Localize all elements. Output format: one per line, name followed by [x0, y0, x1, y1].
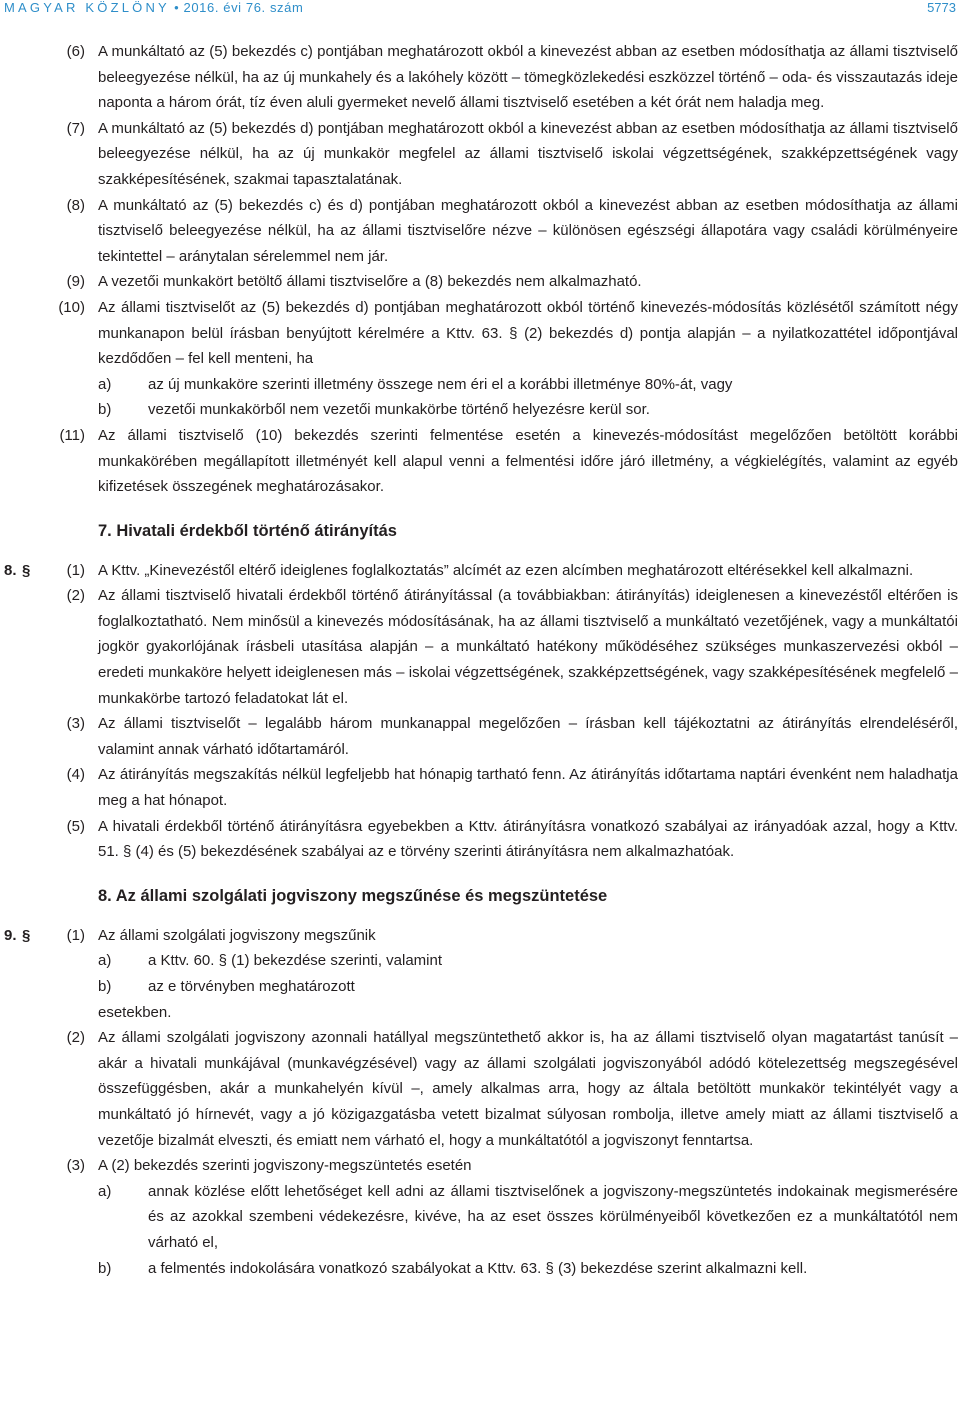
subsection [0, 711, 960, 762]
list-item [98, 948, 958, 974]
subsection-number: (2) [66, 587, 85, 605]
paragraph-number: 9. [4, 926, 17, 944]
page-header [0, 0, 960, 22]
subsection-number: (1) [66, 561, 85, 579]
list-item-label: a) [98, 375, 112, 393]
subsection-number: (6) [66, 43, 85, 60]
subsection-text: A munkáltató az (5) bekezdés c) és d) pontjában meghatározott okból a kinevezést abban az esetben módosíthatja az állami tisztviselő beleegyezése nélkül, ha az állami tisztviselőre nézve – különösen egészségi állapotára vagy családi körülményeire tekintettel – aránytalan sérelemmel nem jár. [98, 196, 958, 265]
subsection-10 [0, 295, 960, 372]
list-item [98, 1179, 958, 1256]
subsection-number: (10) [58, 298, 85, 316]
subsection [0, 1025, 960, 1153]
paragraph-number: 8. [4, 561, 17, 579]
subsection-number: (8) [66, 196, 85, 214]
list-item-text: vezetői munkakörből nem vezetői munkakörbe történő helyezésre kerül sor. [148, 401, 650, 419]
journal-name: MAGYAR KÖZLÖNY • 2016. évi 76. szám [4, 0, 304, 15]
list-item-text: az új munkaköre szerinti illetmény összege nem éri el a korábbi illetménye 80%-át, vagy [148, 375, 733, 393]
section-heading-7: 7. Hivatali érdekből történő átirányítás [98, 521, 397, 540]
subsection-number: (4) [66, 766, 85, 784]
subsection-number: (2) [66, 1029, 85, 1047]
subsection-8 [0, 193, 960, 270]
subsection-11 [0, 423, 960, 500]
subsection-number: (9) [66, 273, 85, 291]
list-item [98, 1256, 958, 1282]
list-item-text: a Kttv. 60. § (1) bekezdése szerinti, valamint [148, 952, 443, 970]
document-body [0, 39, 960, 1281]
subsection-tail: esetekben. [98, 1003, 172, 1021]
journal-issue: 2016. évi 76. szám [183, 0, 304, 15]
subsection-9 [0, 269, 960, 295]
list-item-label: a) [98, 952, 112, 970]
journal-title: MAGYAR KÖZLÖNY [4, 0, 170, 15]
list-item-label: b) [98, 978, 112, 995]
list-item-text: a felmentés indokolására vonatkozó szabályokat a Kttv. 63. § (3) bekezdése szerint alkalmazni kell. [148, 1259, 808, 1277]
section-sign: § [22, 561, 31, 579]
section-sign: § [22, 926, 31, 944]
subsection-number: (11) [59, 426, 85, 444]
subsection-text: Az állami tisztviselő (10) bekezdés szerinti felmentése esetén a kinevezés-módosítást megelőzően betöltött korábbi munkakörében megállapított illetményét kell alapul venni a felmentési időre járó illetmény, a végkielégítés, valamint az egyéb kifizetések összegének meghatározásakor. [98, 426, 958, 496]
paragraph-8 [0, 558, 960, 865]
subsection [0, 762, 960, 813]
list-item [98, 372, 958, 398]
subsection-text: A Kttv. „Kinevezéstől eltérő ideiglenes foglalkoztatás” alcímét az ezen alcímben meghatározott eltérésekkel kell alkalmazni. [98, 561, 914, 579]
subsection-text: A (2) bekezdés szerinti jogviszony-megszüntetés esetén [98, 1157, 472, 1175]
subsection [0, 923, 960, 949]
subsection-7 [0, 116, 960, 193]
list-item-text: annak közlése előtt lehetőséget kell adni az állami tisztviselőnek a jogviszony-megszüntetés indokainak megismerésére és az azokkal szembeni védekezésre, kivéve, ha az eset összes körülményeiből következően ez a munkáltatótól nem várható el, [148, 1182, 958, 1251]
subsection-text: Az állami szolgálati jogviszony azonnali hatállyal megszüntethető akkor is, ha az állami tisztviselő olyan magatartást tanúsít – akár a hivatali munkájával (munkavégzésével) vagy az állami szolgálati jogviszonyából adódó kötelezettség megszegésével összefüggésben, akár a munkahelyén kívül –, amely alkalmas arra, hogy az általa betöltött munkakör tekintélyét vagy a munkáltató jó hírnevét, vagy a jó közigazgatásba vetett bizalmat súlyosan rombolja, illetve amely miatt az állami tisztviselő a vezetője bizalmát elveszti, és emiatt nem várható el, hogy a munkáltatótól a jogviszonyt fenntartsa. [98, 1029, 958, 1149]
list-item-label: b) [98, 1259, 112, 1277]
subsection [0, 814, 960, 865]
subsection-number: (3) [66, 1157, 85, 1175]
subsection [0, 558, 960, 584]
subsection-number: (1) [66, 926, 85, 944]
subsection-number: (5) [66, 817, 85, 835]
subsection-text: A hivatali érdekből történő átirányításra egyebekben a Kttv. átirányításra vonatkozó szabályai az irányadóak azzal, hogy a Kttv. 51. § (4) és (5) bekezdésének szabályai az e törvény szerinti átirányításra nem alkalmazhatóak. [98, 817, 958, 861]
list-item-label: b) [98, 401, 112, 419]
paragraph-9 [0, 923, 960, 1281]
subsection-text: Az állami tisztviselőt az (5) bekezdés d) pontjában meghatározott okból történő kinevezés-módosítás közlésétől számított négy munkanapon belül írásban benyújtott kérelmére a Kttv. 63. § (2) bekezdés d) pontja alapján – a nyilatkozattétel időpontjával kezdődően – fel kell menteni, ha [98, 298, 958, 368]
subsection-text: A munkáltató az (5) bekezdés c) pontjában meghatározott okból a kinevezést abban az esetben módosíthatja az állami tisztviselő beleegyezése nélkül, ha az új munkahely és a lakóhely között – tömegközlekedési eszközzel történő – oda- és visszautazás ideje naponta a három órát, tíz éven aluli gyermeket nevelő állami tisztviselő esetében a két órát nem haladja meg. [98, 43, 958, 112]
section-heading-8: 8. Az állami szolgálati jogviszony megszűnése és megszüntetése [98, 886, 608, 905]
subsection-number: (7) [66, 119, 85, 137]
subsection-text: A munkáltató az (5) bekezdés d) pontjában meghatározott okból a kinevezést abban az esetben módosíthatja az állami tisztviselő beleegyezése nélkül, ha az új munkakör megfelel az állami tisztviselő iskolai végzettségének, szakképzettségének vagy szakképesítésének, szakmai tapasztalatának. [98, 119, 958, 188]
list-item-text: az e törvényben meghatározott [148, 978, 355, 995]
list-item-label: a) [98, 1182, 112, 1200]
subsection [0, 1153, 960, 1179]
list-item [98, 974, 958, 1000]
subsection-text: Az állami szolgálati jogviszony megszűnik [98, 926, 376, 944]
subsection-text: Az állami tisztviselőt – legalább három munkanappal megelőzően – írásban kell tájékoztatni az átirányítás elrendeléséről, valamint annak várható időtartamáról. [98, 715, 958, 758]
subsection-text: Az átirányítás megszakítás nélkül legfeljebb hat hónapig tartható fenn. Az átirányítás időtartama naptári évenként nem haladhatja meg a hat hónapot. [98, 766, 958, 810]
subsection-text: Az állami tisztviselő hivatali érdekből történő átirányítással (a továbbiakban: átirányítás) ideiglenesen a kinevezéstől eltérően is foglalkoztatható. Nem minősül a kinevezés módosításának, ha az állami tisztviselő a munkáltató vezetőjének, vagy a munkáltatói jogkör gyakorlójának írásbeli utasítása alapján – a munkáltató hatékony működéséhez szükséges munkaszervezési okból – eredeti munkaköre helyett ideiglenesen más – iskolai végzettségének, szakképzettségének, vagy szakképesítésének megfelelő – munkakörbe tartozó feladatokat lát el. [98, 587, 958, 707]
subsection [0, 583, 960, 711]
subsection-text: A vezetői munkakört betöltő állami tisztviselőre a (8) bekezdés nem alkalmazható. [98, 273, 642, 291]
subsection-number: (3) [66, 715, 85, 733]
page-number: 5773 [927, 0, 956, 15]
list-item [98, 397, 958, 423]
subsection-6 [0, 39, 960, 116]
